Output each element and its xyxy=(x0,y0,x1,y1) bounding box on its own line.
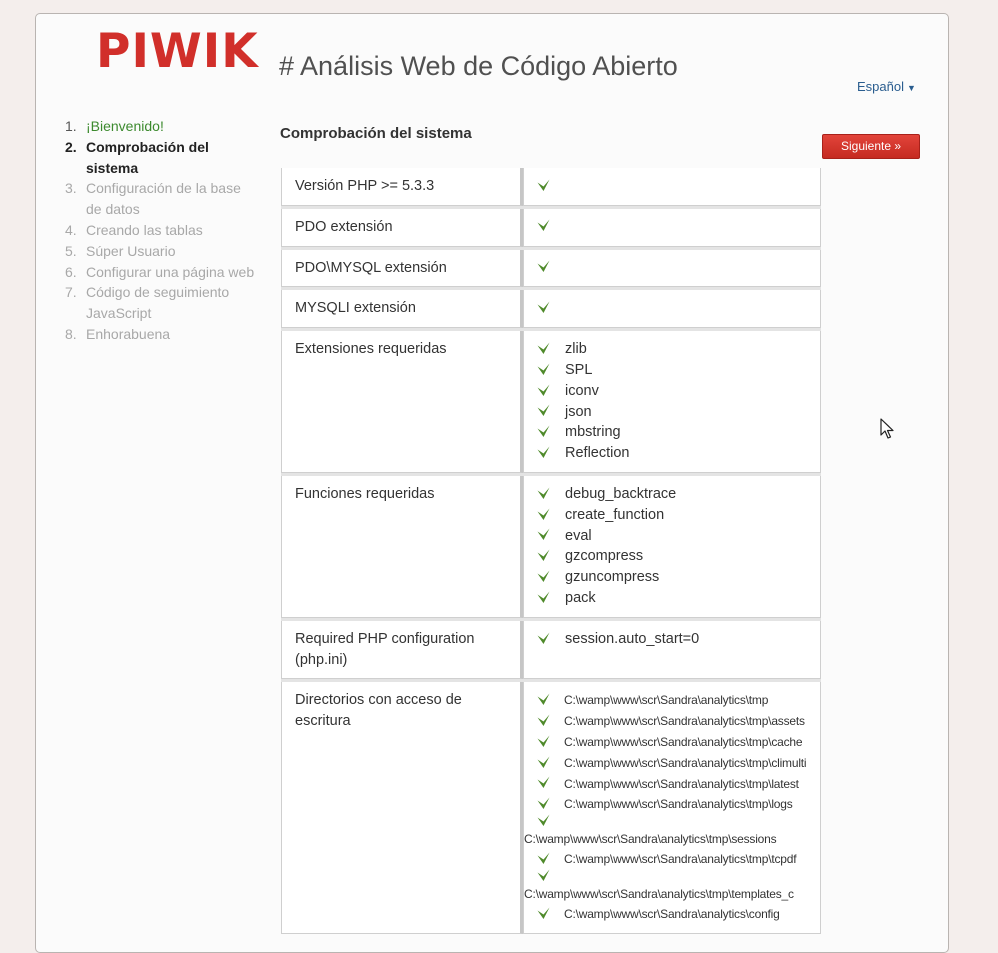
function-item xyxy=(537,588,810,609)
step-label: Configurar una página web xyxy=(86,263,255,280)
check-icon xyxy=(537,693,550,706)
check-icon xyxy=(537,404,550,417)
function-item-text: debug_backtrace xyxy=(565,485,677,502)
check-icon xyxy=(537,549,550,562)
check-icon xyxy=(537,384,550,397)
dir-item xyxy=(524,870,810,904)
function-item-text: gzcompress xyxy=(565,548,644,565)
dir-path: C:\wamp\www\scr\Sandra\analytics\tmp xyxy=(564,693,769,708)
check-row-php-version xyxy=(281,168,821,206)
extensions-list xyxy=(523,331,821,473)
check-icon xyxy=(537,179,550,192)
check-icon xyxy=(537,487,550,500)
step-item xyxy=(65,137,255,179)
step-number: 6. xyxy=(65,263,77,280)
step-number: 5. xyxy=(65,242,77,259)
extension-item-text: iconv xyxy=(565,382,599,399)
extension-item-text: SPL xyxy=(565,361,593,378)
check-row-mysqli xyxy=(281,290,821,328)
section-title: Comprobación del sistema xyxy=(280,125,472,142)
step-label: ¡Bienvenido! xyxy=(86,118,164,134)
next-button[interactable]: Siguiente » xyxy=(822,134,920,159)
dir-path: C:\wamp\www\scr\Sandra\analytics\tmp\climulti xyxy=(564,755,807,770)
function-item-text: gzuncompress xyxy=(565,569,660,586)
check-label: Directorios con acceso de escritura xyxy=(281,682,523,933)
dir-item xyxy=(537,774,810,795)
extension-item-text: json xyxy=(565,403,592,420)
dir-item xyxy=(537,711,810,732)
check-icon xyxy=(537,907,550,920)
check-value xyxy=(523,250,821,288)
step-item xyxy=(65,220,255,241)
check-icon xyxy=(537,508,550,521)
php-config-list xyxy=(523,621,821,680)
check-icon xyxy=(537,342,550,355)
language-selector[interactable] xyxy=(857,79,916,94)
extension-item xyxy=(537,339,810,360)
step-number: 3. xyxy=(65,180,77,197)
step-number: 7. xyxy=(65,284,77,301)
check-icon xyxy=(537,219,550,232)
function-item-text: eval xyxy=(565,527,592,544)
step-label: Comprobación del sistema xyxy=(86,138,209,176)
check-label: PDO extensión xyxy=(281,209,523,247)
step-item xyxy=(65,262,255,283)
dir-path: C:\wamp\www\scr\Sandra\analytics\tmp\latest xyxy=(564,776,799,791)
dir-path: C:\wamp\www\scr\Sandra\analytics\tmp\cache xyxy=(564,734,803,749)
check-icon xyxy=(537,301,550,314)
check-value xyxy=(523,168,821,206)
dir-path: C:\wamp\www\scr\Sandra\analytics\tmp\templates_c xyxy=(524,886,794,901)
dir-path: C:\wamp\www\scr\Sandra\analytics\config xyxy=(564,906,780,921)
functions-list xyxy=(523,476,821,618)
check-row-php-config xyxy=(281,621,821,680)
dir-path: C:\wamp\www\scr\Sandra\analytics\tmp\assets xyxy=(564,714,805,729)
extension-item xyxy=(537,381,810,402)
step-item xyxy=(65,324,255,345)
check-row-functions xyxy=(281,476,821,618)
check-icon xyxy=(537,363,550,376)
function-item xyxy=(537,484,810,505)
check-icon xyxy=(537,570,550,583)
extension-item xyxy=(537,422,810,443)
piwik-logo: PIWIK xyxy=(96,24,259,79)
check-label: Extensiones requeridas xyxy=(281,331,523,473)
extension-item-text: zlib xyxy=(565,341,587,358)
function-item xyxy=(537,505,810,526)
check-icon xyxy=(537,814,550,827)
check-icon xyxy=(537,797,550,810)
check-icon xyxy=(537,852,550,865)
check-label: MYSQLI extensión xyxy=(281,290,523,328)
check-icon xyxy=(537,735,550,748)
check-icon xyxy=(537,446,550,459)
config-item-text: session.auto_start=0 xyxy=(565,630,700,647)
extension-item-text: mbstring xyxy=(565,424,621,441)
extension-item xyxy=(537,360,810,381)
installation-steps xyxy=(65,116,255,345)
check-value xyxy=(523,290,821,328)
dir-item xyxy=(537,753,810,774)
step-item xyxy=(65,116,255,137)
extension-item xyxy=(537,402,810,423)
step-number: 8. xyxy=(65,325,77,342)
step-item xyxy=(65,241,255,262)
check-icon xyxy=(537,756,550,769)
function-item xyxy=(537,546,810,567)
check-row-pdo-mysql xyxy=(281,250,821,288)
dir-item xyxy=(537,690,810,711)
config-item xyxy=(537,629,810,650)
step-label: Código de seguimiento JavaScript xyxy=(86,284,230,322)
system-check-table xyxy=(281,168,821,934)
dir-item xyxy=(537,904,810,925)
mouse-cursor-icon xyxy=(880,418,894,445)
step-label: Creando las tablas xyxy=(86,221,203,238)
step-number: 2. xyxy=(65,138,77,155)
function-item-text: pack xyxy=(565,589,596,606)
function-item xyxy=(537,526,810,547)
check-row-pdo xyxy=(281,209,821,247)
check-icon xyxy=(537,425,550,438)
caret-down-icon: ▼ xyxy=(906,83,916,93)
function-item xyxy=(537,567,810,588)
dir-path: C:\wamp\www\scr\Sandra\analytics\tmp\tcpdf xyxy=(564,852,797,867)
step-item xyxy=(65,178,255,220)
step-label: Enhorabuena xyxy=(86,325,171,342)
check-value xyxy=(523,209,821,247)
extension-item xyxy=(537,443,810,464)
dir-item xyxy=(524,815,810,849)
extension-item-text: Reflection xyxy=(565,445,630,462)
check-label: Required PHP configuration (php.ini) xyxy=(281,621,523,680)
page-title: # Análisis Web de Código Abierto xyxy=(279,51,678,81)
check-icon xyxy=(537,714,550,727)
check-icon xyxy=(537,776,550,789)
check-icon xyxy=(537,528,550,541)
check-label: PDO\MYSQL extensión xyxy=(281,250,523,288)
check-row-dirs xyxy=(281,682,821,933)
dir-path: C:\wamp\www\scr\Sandra\analytics\tmp\logs xyxy=(564,797,793,812)
step-item xyxy=(65,282,255,324)
step-label: Súper Usuario xyxy=(86,242,176,259)
language-label: Español xyxy=(857,79,904,94)
check-icon xyxy=(537,869,550,882)
check-icon xyxy=(537,632,550,645)
writable-dirs-list xyxy=(523,682,821,933)
dir-item xyxy=(537,732,810,753)
check-icon xyxy=(537,591,550,604)
dir-path: C:\wamp\www\scr\Sandra\analytics\tmp\sessions xyxy=(524,832,777,847)
step-label: Configuración de la base de datos xyxy=(86,180,241,218)
dir-item xyxy=(537,794,810,815)
function-item-text: create_function xyxy=(565,506,665,523)
check-label: Versión PHP >= 5.3.3 xyxy=(281,168,523,206)
check-icon xyxy=(537,260,550,273)
step-number: 1. xyxy=(65,118,77,134)
step-number: 4. xyxy=(65,221,77,238)
dir-item xyxy=(537,849,810,870)
check-label: Funciones requeridas xyxy=(281,476,523,618)
check-row-extensions xyxy=(281,331,821,473)
